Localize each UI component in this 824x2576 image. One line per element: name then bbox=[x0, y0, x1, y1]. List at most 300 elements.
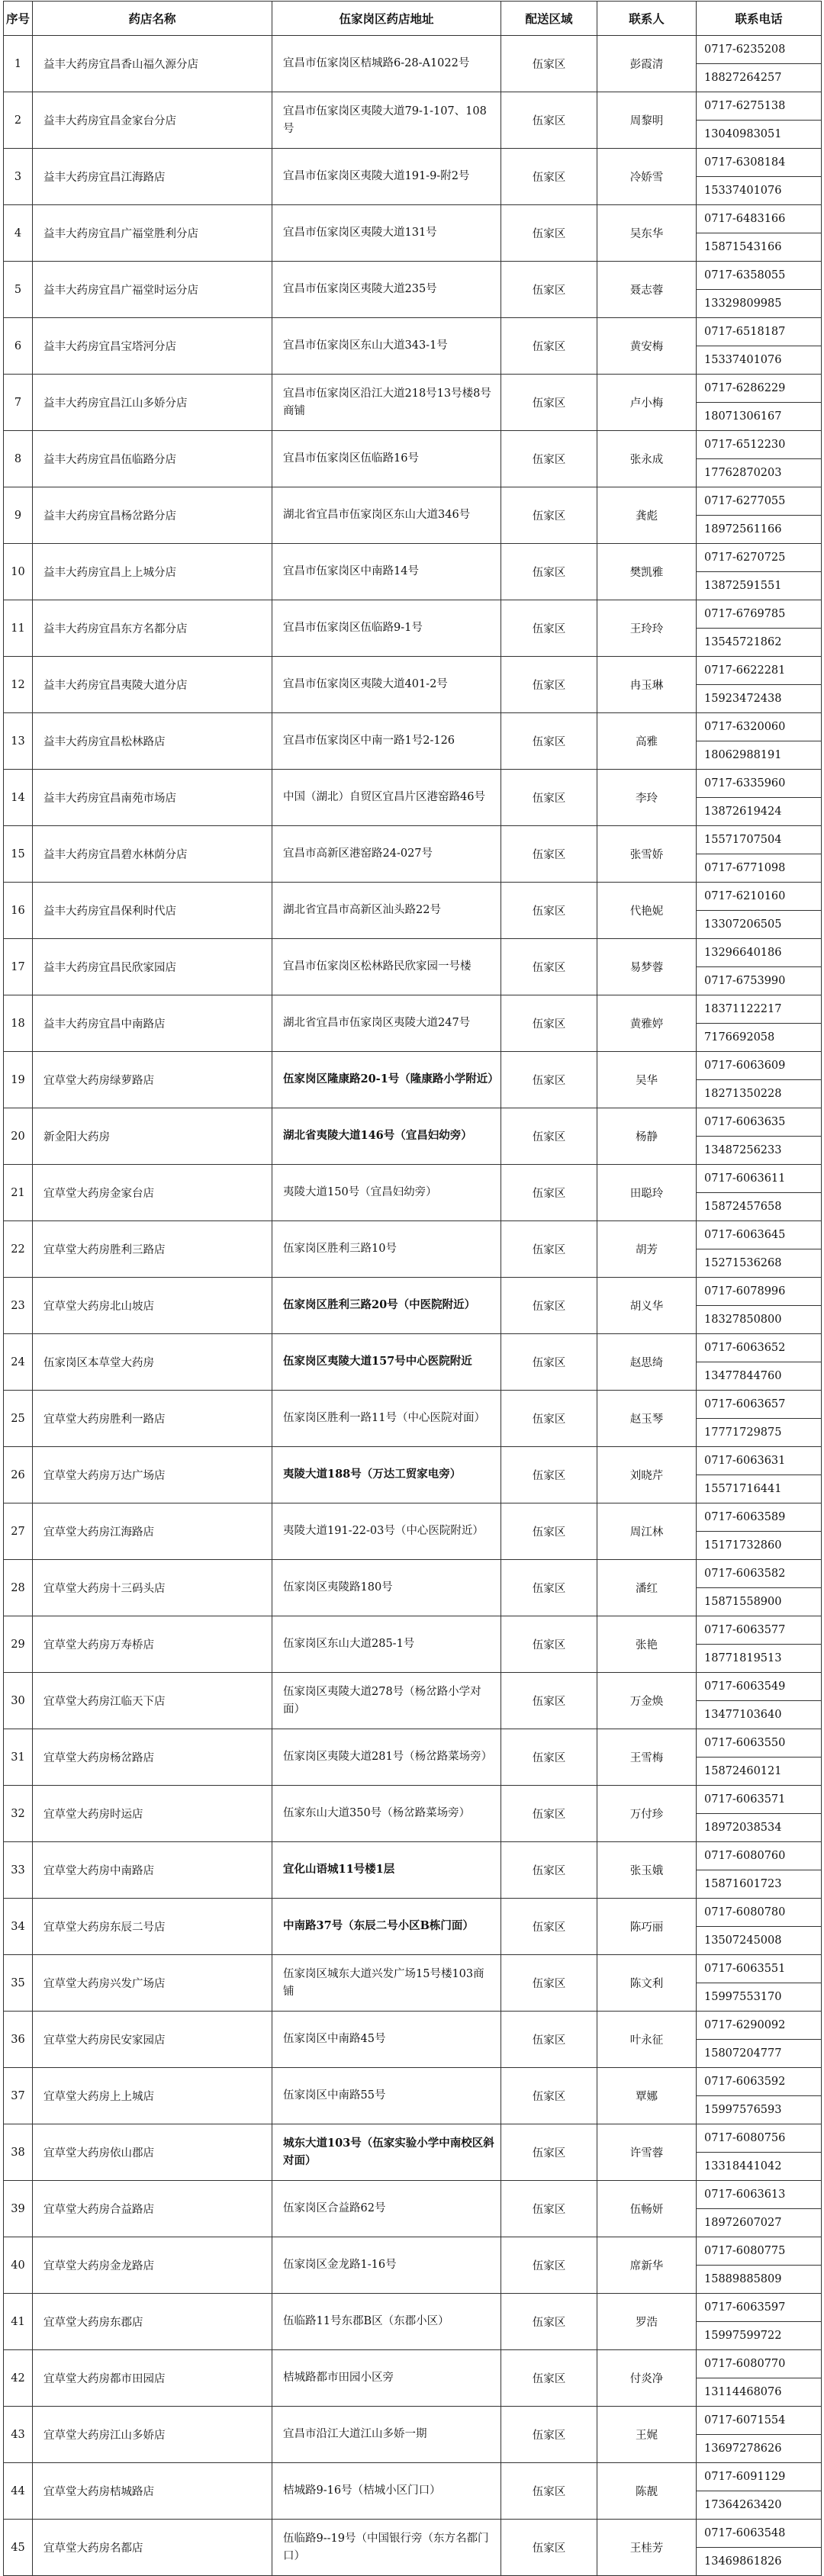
phone-cell bbox=[697, 431, 822, 487]
pharmacy-address-cell bbox=[272, 375, 501, 431]
pharmacy-name: 益丰大药房宜昌金家台分店 bbox=[33, 92, 272, 149]
pharmacy-address: 宜昌市伍家岗区中南路14号 bbox=[283, 565, 419, 578]
phone-secondary: 13872619424 bbox=[697, 797, 821, 825]
row-number: 17 bbox=[4, 939, 33, 995]
contact-person: 伍畅妍 bbox=[597, 2181, 697, 2237]
pharmacy-name: 宜草堂大药房桔城路店 bbox=[33, 2463, 272, 2520]
row-number: 5 bbox=[4, 262, 33, 318]
contact-person: 黄雅婷 bbox=[597, 995, 697, 1052]
pharmacy-address: 伍临路11号东郡B区（东郡小区） bbox=[283, 2315, 449, 2328]
phone-secondary: 13307206505 bbox=[697, 910, 821, 938]
delivery-area: 伍家区 bbox=[501, 2520, 597, 2576]
pharmacy-address-cell bbox=[272, 2012, 501, 2068]
delivery-area: 伍家区 bbox=[501, 2012, 597, 2068]
pharmacy-address-cell bbox=[272, 1560, 501, 1616]
phone-primary: 0717-6483166 bbox=[704, 213, 786, 225]
contact-person: 席新华 bbox=[597, 2237, 697, 2294]
header-area: 配送区域 bbox=[501, 2, 597, 36]
pharmacy-name: 益丰大药房宜昌中南路店 bbox=[33, 995, 272, 1052]
phone-cell bbox=[697, 2012, 822, 2068]
phone-secondary: 13507245008 bbox=[697, 1926, 821, 1954]
pharmacy-address: 湖北省宜昌市高新区汕头路22号 bbox=[283, 904, 441, 917]
pharmacy-address-cell bbox=[272, 939, 501, 995]
phone-cell bbox=[697, 2068, 822, 2124]
phone-secondary: 15871601723 bbox=[697, 1870, 821, 1898]
phone-cell bbox=[697, 1729, 822, 1786]
table-row bbox=[4, 1391, 822, 1447]
phone-secondary: 15997599722 bbox=[697, 2321, 821, 2349]
phone-secondary: 15807204777 bbox=[697, 2039, 821, 2067]
table-row bbox=[4, 375, 822, 431]
contact-person: 胡义华 bbox=[597, 1278, 697, 1334]
pharmacy-name: 益丰大药房宜昌广福堂时运分店 bbox=[33, 262, 272, 318]
delivery-area: 伍家区 bbox=[501, 1560, 597, 1616]
pharmacy-address-cell bbox=[272, 431, 501, 487]
contact-person: 田聪玲 bbox=[597, 1165, 697, 1221]
phone-cell bbox=[697, 2407, 822, 2463]
phone-secondary: 13477844760 bbox=[697, 1362, 821, 1390]
delivery-area: 伍家区 bbox=[501, 1334, 597, 1391]
phone-secondary: 13114468076 bbox=[697, 2378, 821, 2406]
delivery-area: 伍家区 bbox=[501, 262, 597, 318]
pharmacy-name: 益丰大药房宜昌碧水林荫分店 bbox=[33, 826, 272, 883]
pharmacy-address: 伍家岗区夷陵大道281号（杨岔路菜场旁） bbox=[283, 1751, 493, 1764]
pharmacy-name: 新金阳大药房 bbox=[33, 1108, 272, 1165]
row-number: 21 bbox=[4, 1165, 33, 1221]
contact-person: 聂志蓉 bbox=[597, 262, 697, 318]
phone-primary: 0717-6063597 bbox=[704, 2301, 786, 2314]
table-row bbox=[4, 2520, 822, 2576]
pharmacy-name: 宜草堂大药房江临天下店 bbox=[33, 1673, 272, 1729]
phone-secondary: 15337401076 bbox=[697, 176, 821, 204]
row-number: 41 bbox=[4, 2294, 33, 2350]
phone-cell bbox=[697, 205, 822, 262]
phone-secondary: 18062988191 bbox=[697, 741, 821, 769]
pharmacy-name: 益丰大药房宜昌东方名都分店 bbox=[33, 600, 272, 657]
contact-person: 王玲玲 bbox=[597, 600, 697, 657]
table-row bbox=[4, 1842, 822, 1899]
contact-person: 赵玉琴 bbox=[597, 1391, 697, 1447]
phone-primary: 0717-6063613 bbox=[704, 2188, 786, 2201]
delivery-area: 伍家区 bbox=[501, 1108, 597, 1165]
phone-secondary: 15923472438 bbox=[697, 684, 821, 712]
phone-secondary: 17771729875 bbox=[697, 1418, 821, 1446]
phone-primary: 0717-6063657 bbox=[704, 1398, 786, 1410]
phone-secondary: 15171732860 bbox=[697, 1531, 821, 1559]
phone-cell bbox=[697, 2124, 822, 2181]
contact-person: 周江林 bbox=[597, 1503, 697, 1560]
phone-primary: 0717-6063551 bbox=[704, 1963, 786, 1975]
row-number: 20 bbox=[4, 1108, 33, 1165]
pharmacy-name: 伍家岗区本草堂大药房 bbox=[33, 1334, 272, 1391]
phone-cell bbox=[697, 713, 822, 770]
pharmacy-address: 宜昌市伍家岗区中南一路1号2-126 bbox=[283, 735, 455, 748]
delivery-area: 伍家区 bbox=[501, 1616, 597, 1673]
row-number: 44 bbox=[4, 2463, 33, 2520]
delivery-area: 伍家区 bbox=[501, 2294, 597, 2350]
phone-primary: 0717-6063609 bbox=[704, 1060, 786, 1072]
row-number: 43 bbox=[4, 2407, 33, 2463]
table-row bbox=[4, 487, 822, 544]
table-header bbox=[4, 2, 822, 36]
delivery-area: 伍家区 bbox=[501, 2407, 597, 2463]
pharmacy-address: 夷陵大道150号（宜昌妇幼旁） bbox=[283, 1186, 437, 1199]
phone-secondary: 13040983051 bbox=[697, 120, 821, 148]
phone-primary: 0717-6290092 bbox=[704, 2019, 786, 2031]
delivery-area: 伍家区 bbox=[501, 1221, 597, 1278]
pharmacy-address-cell bbox=[272, 1391, 501, 1447]
pharmacy-address: 湖北省宜昌市伍家岗区夷陵大道247号 bbox=[283, 1017, 471, 1030]
pharmacy-address: 宜昌市伍家岗区伍临路16号 bbox=[283, 452, 419, 465]
delivery-area: 伍家区 bbox=[501, 487, 597, 544]
phone-secondary: 15997553170 bbox=[697, 1983, 821, 2011]
pharmacy-name: 宜草堂大药房东郡店 bbox=[33, 2294, 272, 2350]
pharmacy-address: 伍家岗区夷陵路180号 bbox=[283, 1581, 393, 1594]
contact-person: 冷娇雪 bbox=[597, 149, 697, 205]
delivery-area: 伍家区 bbox=[501, 205, 597, 262]
phone-cell bbox=[697, 1221, 822, 1278]
contact-person: 冉玉琳 bbox=[597, 657, 697, 713]
phone-secondary: 18827264257 bbox=[697, 63, 821, 92]
row-number: 10 bbox=[4, 544, 33, 600]
pharmacy-address-cell bbox=[272, 1108, 501, 1165]
phone-cell bbox=[697, 2181, 822, 2237]
contact-person: 覃娜 bbox=[597, 2068, 697, 2124]
phone-cell bbox=[697, 149, 822, 205]
phone-cell bbox=[697, 36, 822, 92]
pharmacy-address: 宜昌市伍家岗区东山大道343-1号 bbox=[283, 339, 448, 352]
pharmacy-address-cell bbox=[272, 713, 501, 770]
pharmacy-name: 宜草堂大药房名都店 bbox=[33, 2520, 272, 2576]
phone-cell bbox=[697, 995, 822, 1052]
pharmacy-name: 宜草堂大药房万达广场店 bbox=[33, 1447, 272, 1503]
table-row bbox=[4, 2237, 822, 2294]
contact-person: 杨静 bbox=[597, 1108, 697, 1165]
phone-primary: 0717-6078996 bbox=[704, 1285, 786, 1298]
row-number: 24 bbox=[4, 1334, 33, 1391]
phone-primary: 0717-6063635 bbox=[704, 1116, 786, 1128]
pharmacy-name: 宜草堂大药房都市田园店 bbox=[33, 2350, 272, 2407]
table-row bbox=[4, 2181, 822, 2237]
phone-cell bbox=[697, 1842, 822, 1899]
header-phone: 联系电话 bbox=[697, 2, 822, 36]
row-number: 27 bbox=[4, 1503, 33, 1560]
row-number: 38 bbox=[4, 2124, 33, 2181]
row-number: 29 bbox=[4, 1616, 33, 1673]
pharmacy-address: 伍临路9--19号（中国银行旁（东方名都门口） bbox=[283, 2533, 489, 2562]
pharmacy-name: 益丰大药房宜昌伍临路分店 bbox=[33, 431, 272, 487]
phone-secondary: 13545721862 bbox=[697, 628, 821, 656]
table-row bbox=[4, 770, 822, 826]
table-row bbox=[4, 36, 822, 92]
pharmacy-name: 益丰大药房宜昌江海路店 bbox=[33, 149, 272, 205]
phone-primary: 0717-6063652 bbox=[704, 1342, 786, 1354]
row-number: 40 bbox=[4, 2237, 33, 2294]
contact-person: 万付珍 bbox=[597, 1786, 697, 1842]
pharmacy-name: 宜草堂大药房绿萝路店 bbox=[33, 1052, 272, 1108]
pharmacy-address-cell bbox=[272, 600, 501, 657]
pharmacy-name: 宜草堂大药房江海路店 bbox=[33, 1503, 272, 1560]
phone-secondary: 13469861826 bbox=[697, 2547, 821, 2575]
phone-secondary: 15271536268 bbox=[697, 1249, 821, 1277]
pharmacy-name: 益丰大药房宜昌保利时代店 bbox=[33, 883, 272, 939]
row-number: 11 bbox=[4, 600, 33, 657]
table-row bbox=[4, 92, 822, 149]
contact-person: 张永成 bbox=[597, 431, 697, 487]
row-number: 7 bbox=[4, 375, 33, 431]
phone-primary: 0717-6063589 bbox=[704, 1511, 786, 1523]
contact-person: 陈文利 bbox=[597, 1955, 697, 2012]
pharmacy-name: 宜草堂大药房依山郡店 bbox=[33, 2124, 272, 2181]
pharmacy-name: 益丰大药房宜昌宝塔河分店 bbox=[33, 318, 272, 375]
pharmacy-address-cell bbox=[272, 1334, 501, 1391]
header-address: 伍家岗区药店地址 bbox=[272, 2, 501, 36]
pharmacy-address-cell bbox=[272, 36, 501, 92]
phone-secondary: 0717-6753990 bbox=[697, 966, 821, 995]
phone-primary: 0717-6071554 bbox=[704, 2414, 786, 2426]
table-row bbox=[4, 1560, 822, 1616]
delivery-area: 伍家区 bbox=[501, 36, 597, 92]
contact-person: 彭霞清 bbox=[597, 36, 697, 92]
phone-cell bbox=[697, 1616, 822, 1673]
pharmacy-address-cell bbox=[272, 318, 501, 375]
pharmacy-address-cell bbox=[272, 2068, 501, 2124]
phone-secondary: 18972607027 bbox=[697, 2208, 821, 2237]
delivery-area: 伍家区 bbox=[501, 544, 597, 600]
pharmacy-address: 宜昌市伍家岗区夷陵大道191-9-附2号 bbox=[283, 170, 470, 183]
phone-primary: 0717-6769785 bbox=[704, 608, 786, 620]
pharmacy-address: 伍家岗区城东大道兴发广场15号楼103商铺 bbox=[283, 1968, 484, 1998]
pharmacy-name: 宜草堂大药房时运店 bbox=[33, 1786, 272, 1842]
contact-person: 王娓 bbox=[597, 2407, 697, 2463]
phone-cell bbox=[697, 318, 822, 375]
pharmacy-name: 宜草堂大药房十三码头店 bbox=[33, 1560, 272, 1616]
phone-cell bbox=[697, 1165, 822, 1221]
delivery-area: 伍家区 bbox=[501, 1278, 597, 1334]
phone-cell bbox=[697, 1447, 822, 1503]
row-number: 2 bbox=[4, 92, 33, 149]
table-row bbox=[4, 1334, 822, 1391]
table-row bbox=[4, 1165, 822, 1221]
pharmacy-name: 益丰大药房宜昌松林路店 bbox=[33, 713, 272, 770]
phone-secondary: 0717-6771098 bbox=[697, 854, 821, 882]
table-row bbox=[4, 1052, 822, 1108]
pharmacy-address: 中国（湖北）自贸区宜昌片区港窑路46号 bbox=[283, 791, 485, 804]
phone-secondary: 15571716441 bbox=[697, 1475, 821, 1503]
pharmacy-address: 伍家岗区夷陵大道278号（杨岔路小学对面） bbox=[283, 1686, 481, 1716]
pharmacy-name: 宜草堂大药房杨岔路店 bbox=[33, 1729, 272, 1786]
pharmacy-address-cell bbox=[272, 826, 501, 883]
table-row bbox=[4, 2463, 822, 2520]
pharmacy-address-cell bbox=[272, 883, 501, 939]
row-number: 36 bbox=[4, 2012, 33, 2068]
pharmacy-address: 夷陵大道188号（万达工贸家电旁） bbox=[283, 1468, 462, 1481]
table-row bbox=[4, 2124, 822, 2181]
phone-secondary: 18972561166 bbox=[697, 515, 821, 543]
pharmacy-address-cell bbox=[272, 1165, 501, 1221]
table-row bbox=[4, 1447, 822, 1503]
phone-cell bbox=[697, 1899, 822, 1955]
pharmacy-address: 中南路37号（东辰二号小区B栋门面） bbox=[283, 1919, 474, 1933]
phone-primary: 0717-6335960 bbox=[704, 777, 786, 790]
contact-person: 罗浩 bbox=[597, 2294, 697, 2350]
contact-person: 吴华 bbox=[597, 1052, 697, 1108]
pharmacy-name: 益丰大药房宜昌上上城分店 bbox=[33, 544, 272, 600]
table-row bbox=[4, 713, 822, 770]
table-row bbox=[4, 1899, 822, 1955]
delivery-area: 伍家区 bbox=[501, 375, 597, 431]
pharmacy-address: 桔城路9-16号（桔城小区门口） bbox=[283, 2484, 441, 2497]
pharmacy-address: 伍家岗区胜利一路11号（中心医院对面） bbox=[283, 1412, 485, 1425]
table-row bbox=[4, 431, 822, 487]
contact-person: 叶永征 bbox=[597, 2012, 697, 2068]
phone-cell bbox=[697, 1108, 822, 1165]
pharmacy-name: 宜草堂大药房胜利三路店 bbox=[33, 1221, 272, 1278]
phone-primary: 18371122217 bbox=[704, 1003, 782, 1015]
phone-primary: 0717-6235208 bbox=[704, 43, 786, 56]
phone-cell bbox=[697, 1334, 822, 1391]
pharmacy-address: 宜昌市高新区港窑路24-027号 bbox=[283, 847, 433, 860]
table-row bbox=[4, 1503, 822, 1560]
contact-person: 王雪梅 bbox=[597, 1729, 697, 1786]
pharmacy-name: 益丰大药房宜昌民欣家园店 bbox=[33, 939, 272, 995]
table-row bbox=[4, 2068, 822, 2124]
phone-cell bbox=[697, 2350, 822, 2407]
row-number: 12 bbox=[4, 657, 33, 713]
table-row bbox=[4, 600, 822, 657]
phone-primary: 0717-6063645 bbox=[704, 1229, 786, 1241]
phone-secondary: 15337401076 bbox=[697, 346, 821, 374]
phone-primary: 0717-6063548 bbox=[704, 2527, 786, 2539]
table-row bbox=[4, 1616, 822, 1673]
pharmacy-address-cell bbox=[272, 657, 501, 713]
pharmacy-address: 宜昌市伍家岗区夷陵大道131号 bbox=[283, 227, 437, 240]
pharmacy-address: 伍家岗区合益路62号 bbox=[283, 2202, 386, 2215]
delivery-area: 伍家区 bbox=[501, 1955, 597, 2012]
pharmacy-address-cell bbox=[272, 2237, 501, 2294]
row-number: 19 bbox=[4, 1052, 33, 1108]
pharmacy-address: 宜化山语城11号楼1层 bbox=[283, 1863, 395, 1877]
table-body bbox=[4, 36, 822, 2576]
contact-person: 付炎净 bbox=[597, 2350, 697, 2407]
delivery-area: 伍家区 bbox=[501, 1786, 597, 1842]
phone-cell bbox=[697, 1391, 822, 1447]
pharmacy-name: 宜草堂大药房万寿桥店 bbox=[33, 1616, 272, 1673]
phone-cell bbox=[697, 1673, 822, 1729]
row-number: 23 bbox=[4, 1278, 33, 1334]
table-row bbox=[4, 939, 822, 995]
phone-secondary: 15872457658 bbox=[697, 1192, 821, 1220]
pharmacy-address: 城东大道103号（伍家实验小学中南校区斜对面） bbox=[283, 2137, 494, 2167]
phone-cell bbox=[697, 375, 822, 431]
pharmacy-address: 宜昌市伍家岗区沿江大道218号13号楼8号商铺 bbox=[283, 388, 491, 417]
pharmacy-address-cell bbox=[272, 2124, 501, 2181]
pharmacy-address: 宜昌市伍家岗区夷陵大道235号 bbox=[283, 283, 437, 296]
delivery-area: 伍家区 bbox=[501, 1842, 597, 1899]
phone-cell bbox=[697, 2463, 822, 2520]
delivery-area: 伍家区 bbox=[501, 318, 597, 375]
table-row bbox=[4, 205, 822, 262]
delivery-area: 伍家区 bbox=[501, 1391, 597, 1447]
contact-person: 潘红 bbox=[597, 1560, 697, 1616]
row-number: 18 bbox=[4, 995, 33, 1052]
contact-person: 刘晓芹 bbox=[597, 1447, 697, 1503]
pharmacy-address-cell bbox=[272, 1899, 501, 1955]
phone-secondary: 18771819513 bbox=[697, 1644, 821, 1672]
phone-primary: 0717-6063549 bbox=[704, 1680, 786, 1693]
table-row bbox=[4, 1108, 822, 1165]
delivery-area: 伍家区 bbox=[501, 149, 597, 205]
phone-cell bbox=[697, 1786, 822, 1842]
delivery-area: 伍家区 bbox=[501, 2068, 597, 2124]
row-number: 25 bbox=[4, 1391, 33, 1447]
contact-person: 陈巧丽 bbox=[597, 1899, 697, 1955]
contact-person: 高雅 bbox=[597, 713, 697, 770]
table-row bbox=[4, 2407, 822, 2463]
header-name: 药店名称 bbox=[33, 2, 272, 36]
pharmacy-address-cell bbox=[272, 2463, 501, 2520]
contact-person: 张雪娇 bbox=[597, 826, 697, 883]
delivery-area: 伍家区 bbox=[501, 1899, 597, 1955]
phone-cell bbox=[697, 487, 822, 544]
pharmacy-name: 益丰大药房宜昌南苑市场店 bbox=[33, 770, 272, 826]
phone-cell bbox=[697, 826, 822, 883]
delivery-area: 伍家区 bbox=[501, 770, 597, 826]
contact-person: 赵思绮 bbox=[597, 1334, 697, 1391]
delivery-area: 伍家区 bbox=[501, 431, 597, 487]
contact-person: 龚彪 bbox=[597, 487, 697, 544]
phone-primary: 0717-6512230 bbox=[704, 439, 786, 451]
phone-secondary: 13872591551 bbox=[697, 571, 821, 600]
phone-primary: 0717-6080760 bbox=[704, 1850, 786, 1862]
contact-person: 卢小梅 bbox=[597, 375, 697, 431]
pharmacy-address: 宜昌市伍家岗区桔城路6-28-A1022号 bbox=[283, 57, 470, 70]
pharmacy-name: 益丰大药房宜昌杨岔路分店 bbox=[33, 487, 272, 544]
delivery-area: 伍家区 bbox=[501, 1447, 597, 1503]
pharmacy-address-cell bbox=[272, 1842, 501, 1899]
delivery-area: 伍家区 bbox=[501, 2181, 597, 2237]
phone-primary: 0717-6277055 bbox=[704, 495, 786, 507]
pharmacy-name: 宜草堂大药房北山坡店 bbox=[33, 1278, 272, 1334]
contact-person: 胡芳 bbox=[597, 1221, 697, 1278]
pharmacy-address-cell bbox=[272, 92, 501, 149]
phone-cell bbox=[697, 939, 822, 995]
phone-cell bbox=[697, 262, 822, 318]
delivery-area: 伍家区 bbox=[501, 2237, 597, 2294]
row-number: 33 bbox=[4, 1842, 33, 1899]
pharmacy-name: 益丰大药房宜昌江山多娇分店 bbox=[33, 375, 272, 431]
row-number: 6 bbox=[4, 318, 33, 375]
contact-person: 黄安梅 bbox=[597, 318, 697, 375]
pharmacy-address-cell bbox=[272, 487, 501, 544]
pharmacy-address: 伍家岗区中南路45号 bbox=[283, 2033, 386, 2046]
phone-primary: 0717-6063592 bbox=[704, 2076, 786, 2088]
pharmacy-address-cell bbox=[272, 1278, 501, 1334]
delivery-area: 伍家区 bbox=[501, 1673, 597, 1729]
table-row bbox=[4, 2350, 822, 2407]
phone-primary: 0717-6080780 bbox=[704, 1906, 786, 1918]
contact-person: 周黎明 bbox=[597, 92, 697, 149]
phone-primary: 0717-6080756 bbox=[704, 2132, 786, 2144]
phone-secondary: 15889885809 bbox=[697, 2265, 821, 2293]
phone-cell bbox=[697, 2520, 822, 2576]
phone-cell bbox=[697, 1560, 822, 1616]
phone-cell bbox=[697, 1278, 822, 1334]
phone-secondary: 13318441042 bbox=[697, 2152, 821, 2180]
delivery-area: 伍家区 bbox=[501, 1503, 597, 1560]
contact-person: 张玉娥 bbox=[597, 1842, 697, 1899]
phone-secondary: 15997576593 bbox=[697, 2095, 821, 2124]
